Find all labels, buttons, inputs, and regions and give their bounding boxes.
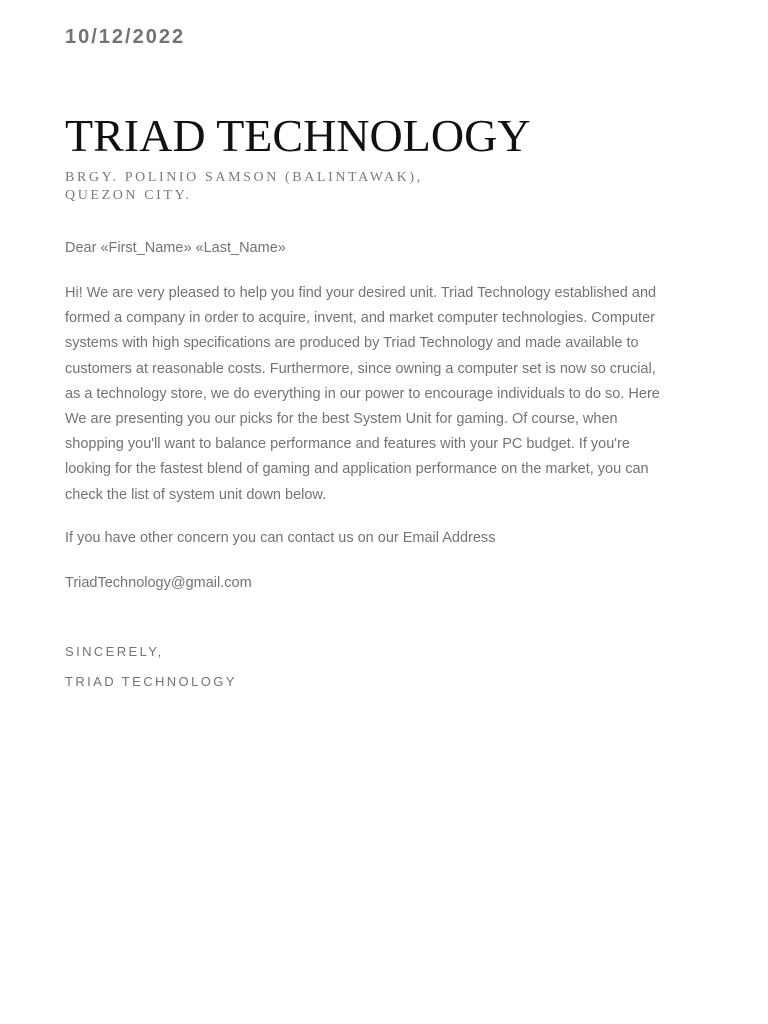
company-address xyxy=(65,169,423,205)
body-line: We are presenting you our picks for the best System Unit for gaming. Of course, when xyxy=(65,411,618,428)
address-line-1: BRGY. POLINIO SAMSON (BALINTAWAK), xyxy=(65,170,423,185)
salutation: Dear «First_Name» «Last_Name» xyxy=(65,240,286,256)
contact-email: TriadTechnology@gmail.com xyxy=(65,575,252,591)
letter-date: 10/12/2022 xyxy=(65,26,186,48)
body-line: as a technology store, we do everything in our power to encourage individuals to do so. Here xyxy=(65,385,660,402)
body-line: systems with high specifications are produced by Triad Technology and made available to xyxy=(65,335,639,352)
body-line: formed a company in order to acquire, invent, and market computer technologies. Computer xyxy=(65,310,655,327)
body-line: shopping you'll want to balance performance and features with your PC budget. If you're xyxy=(65,436,630,453)
letter-body-paragraph xyxy=(65,281,705,508)
body-line: Hi! We are very pleased to help you find your desired unit. Triad Technology established and xyxy=(65,285,657,301)
body-line: customers at reasonable costs. Furthermore, since owning a computer set is now so crucial, xyxy=(65,360,656,377)
address-line-2: QUEZON CITY. xyxy=(65,188,192,203)
company-name-heading: TRIAD TECHNOLOGY xyxy=(65,110,531,161)
contact-instruction: If you have other concern you can contact us on our Email Address xyxy=(65,530,496,546)
body-line: check the list of system unit down below. xyxy=(65,486,327,503)
body-line: looking for the fastest blend of gaming and application performance on the market, you can xyxy=(65,461,649,478)
letter-closing: SINCERELY, xyxy=(65,644,164,659)
letter-signature: TRIAD TECHNOLOGY xyxy=(65,674,237,689)
